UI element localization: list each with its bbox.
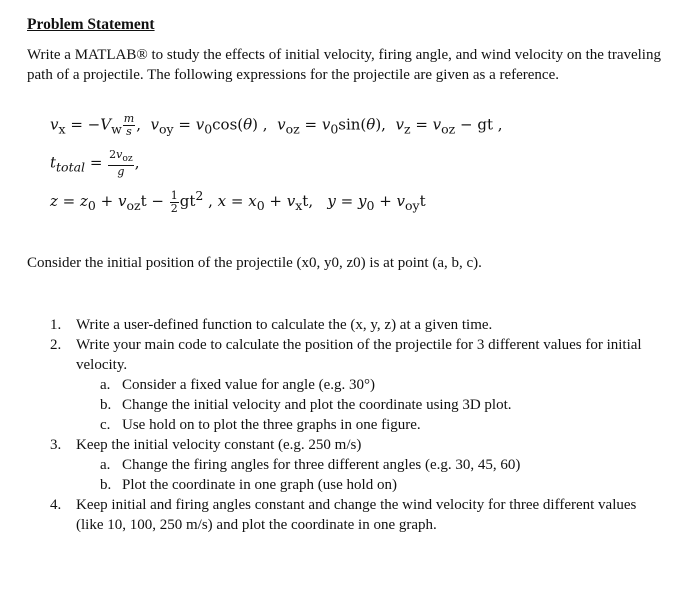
list-text: Change the firing angles for three different angles (e.g. 30, 45, 60) xyxy=(122,457,521,473)
list-text: Write your main code to calculate the position of the projectile for 3 different values for initial xyxy=(76,337,642,353)
intro-paragraph: Write a MATLAB® to study the effects of initial velocity, firing angle, and wind velocity on the traveling path of a projectile. The following expressions for the projectile are given as a reference. xyxy=(27,47,661,83)
list-text: Consider a fixed value for angle (e.g. 30°) xyxy=(122,377,375,393)
page-title: Problem Statement xyxy=(27,16,155,33)
list-marker: 3. xyxy=(50,437,62,453)
list-text: Keep initial and firing angles constant and change the wind velocity for three different values xyxy=(76,497,637,513)
consider-paragraph: Consider the initial position of the projectile (x0, y0, z0) is at point (a, b, c). xyxy=(27,255,482,271)
list-marker: a. xyxy=(100,377,111,393)
list-text-continued: (like 10, 100, 250 m/s) and plot the coordinate in one graph. xyxy=(76,517,437,533)
list-text: Change the initial velocity and plot the coordinate using 3D plot. xyxy=(122,397,512,413)
list-marker: 4. xyxy=(50,497,62,513)
list-marker: b. xyxy=(100,477,112,493)
list-marker: c. xyxy=(100,417,111,433)
list-text: Keep the initial velocity constant (e.g. 250 m/s) xyxy=(76,437,362,453)
list-marker: a. xyxy=(100,457,111,473)
equation-positions: $z = z_0 + v_{oz}t$ − $\frac{1}{2}$ $gt^2$ , $x = x_0 + v_xt$, $y = y_0 + v_{oy}t$ xyxy=(50,188,426,215)
list-text: Write a user-defined function to calculate the (x, y, z) at a given time. xyxy=(76,317,493,333)
equation-velocities: $v_x = -V_w$ $\frac{m}{s}$ , $v_{oy} = v_0\cos(\theta)$ , $v_{oz} = v_0\sin(\theta)$, $v_z = v_{oz}$ − gt , xyxy=(50,112,503,138)
list-text-continued: velocity. xyxy=(76,357,128,373)
equation-total-time: $t_{total}$ = $\frac{2v_{oz}}{g}$ , xyxy=(50,148,140,179)
list-marker: 2. xyxy=(50,337,62,353)
list-marker: b. xyxy=(100,397,112,413)
list-text: Plot the coordinate in one graph (use hold on) xyxy=(122,477,397,493)
list-marker: 1. xyxy=(50,317,62,333)
list-text: Use hold on to plot the three graphs in one figure. xyxy=(122,417,421,433)
